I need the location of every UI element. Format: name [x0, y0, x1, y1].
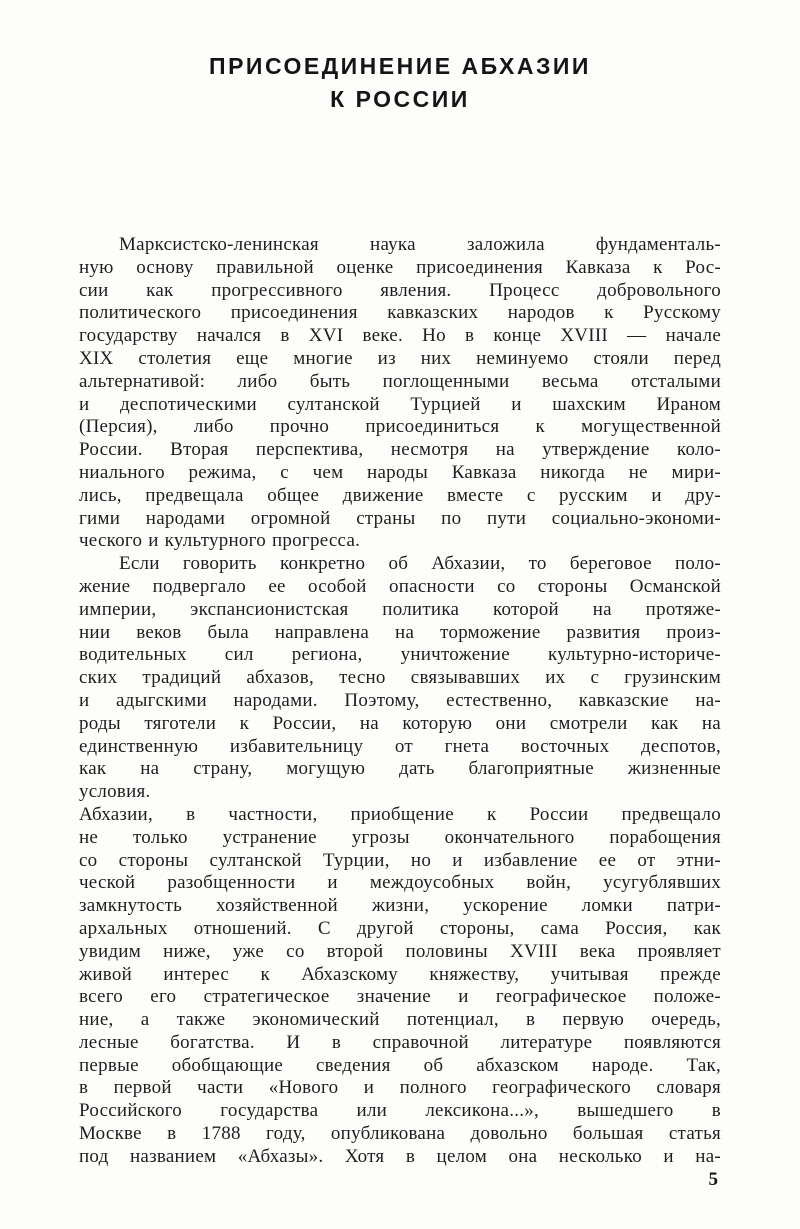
text-line: в первой части «Нового и полного географического словаря	[79, 1077, 721, 1099]
text-line: архальных отношений. С другой стороны, сама Россия, как	[79, 917, 721, 939]
text-line: альтернативой: либо быть поглощенными весьма отсталыми	[79, 370, 721, 392]
text-line: ских традиций абхазов, тесно связывавших их с грузинским	[79, 667, 721, 689]
paragraph	[79, 804, 721, 1169]
text-line: XIX столетия еще многие из них неминуемо стояли перед	[79, 347, 721, 369]
text-line: водительных сил региона, уничтожение культурно-историче-	[79, 644, 721, 666]
text-line: нии веков была направлена на торможение развития произ-	[79, 621, 721, 643]
text-line: лесные богатства. И в справочной литературе появляются	[79, 1031, 721, 1053]
text-line: и адыгскими народами. Поэтому, естественно, кавказские на-	[79, 689, 721, 711]
text-line: жение подвергало ее особой опасности со стороны Османской	[79, 575, 721, 597]
text-line: под названием «Абхазы». Хотя в целом она несколько и на-	[79, 1145, 721, 1167]
text-line: условия.	[79, 781, 151, 803]
text-line: государству начался в XVI веке. Но в конце XVIII — начале	[79, 325, 721, 347]
text-line: империи, экспансионистская политика которой на протяже-	[79, 598, 721, 620]
text-line: ческой разобщенности и междоусобных войн, усугублявших	[79, 872, 721, 894]
text-line: (Персия), либо прочно присоединиться к могущественной	[79, 416, 721, 438]
text-line: ниального режима, с чем народы Кавказа никогда не мири-	[79, 461, 721, 483]
paragraph	[79, 553, 721, 804]
text-line: со стороны султанской Турции, но и избавление ее от этни-	[79, 849, 721, 871]
text-line: живой интерес к Абхазскому княжеству, учитывая прежде	[79, 963, 721, 985]
body-text	[79, 234, 721, 1169]
paragraph	[79, 234, 721, 553]
text-line: и деспотическими султанской Турцией и шахским Ираном	[79, 393, 721, 415]
text-line: не только устранение угрозы окончательного порабощения	[79, 826, 721, 848]
text-line: Если говорить конкретно об Абхазии, то береговое поло-	[119, 553, 721, 575]
text-line: ческого и культурного прогресса.	[79, 530, 361, 552]
text-line: политического присоединения кавказских народов к Русскому	[79, 302, 721, 324]
text-line: ную основу правильной оценке присоединения Кавказа к Рос-	[79, 256, 721, 278]
text-line: первые обобщающие сведения об абхазском народе. Так,	[79, 1054, 721, 1076]
text-line: увидим ниже, уже со второй половины XVIII века проявляет	[79, 940, 721, 962]
text-line: единственную избавительницу от гнета восточных деспотов,	[79, 735, 721, 757]
page-title	[0, 0, 800, 116]
page-title-line-1: ПРИСОЕДИНЕНИЕ АБХАЗИИ	[209, 53, 591, 79]
text-line: Российского государства или лексикона...», вышедшего в	[79, 1100, 721, 1122]
page-title-line-2: К РОССИИ	[330, 86, 470, 112]
text-line: гими народами огромной страны по пути социально-экономи-	[79, 507, 721, 529]
page-number: 5	[708, 1169, 718, 1190]
text-line: лись, предвещала общее движение вместе с русским и дру-	[79, 484, 721, 506]
text-line: ние, а также экономический потенциал, в первую очередь,	[79, 1009, 721, 1031]
text-line: как на страну, могущую дать благоприятные жизненные	[79, 758, 721, 780]
text-line: замкнутость хозяйственной жизни, ускорение ломки патри-	[79, 895, 721, 917]
text-line: Абхазии, в частности, приобщение к России предвещало	[79, 803, 721, 825]
text-line: России. Вторая перспектива, несмотря на утверждение коло-	[79, 439, 721, 461]
text-line: Марксистско-ленинская наука заложила фундаменталь-	[119, 234, 721, 255]
text-line: сии как прогрессивного явления. Процесс добровольного	[79, 279, 721, 301]
text-line: Москве в 1788 году, опубликована довольно большая статья	[79, 1123, 721, 1145]
text-line: всего его стратегическое значение и географическое положе-	[79, 986, 721, 1008]
text-line: роды тяготели к России, на которую они смотрели как на	[79, 712, 721, 734]
